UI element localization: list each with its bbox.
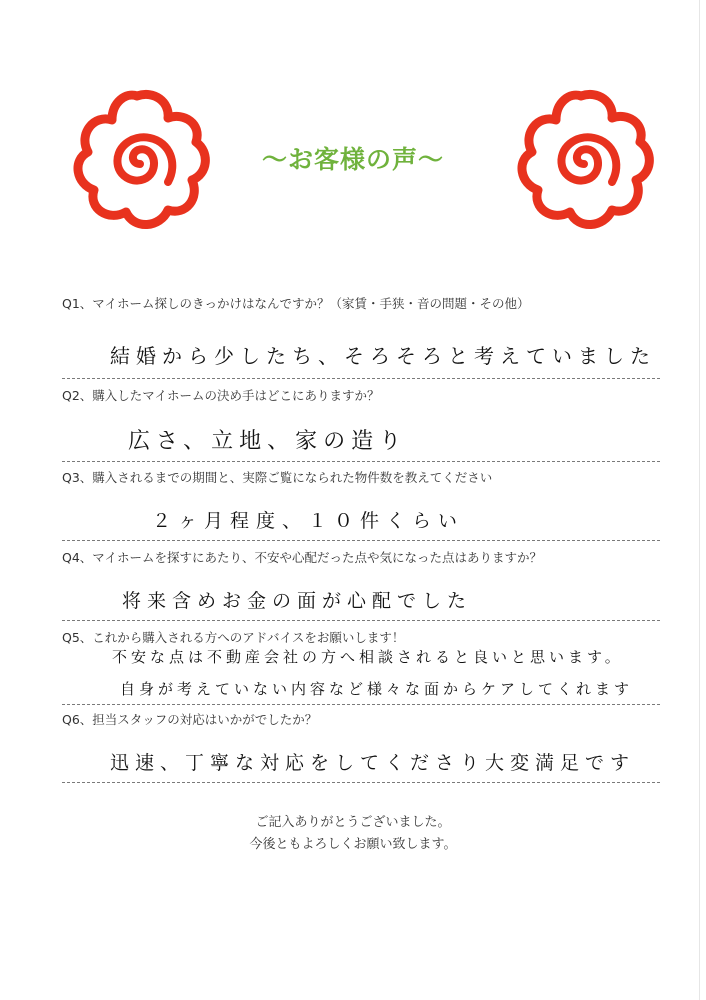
question-5-label: Q5、これから購入される方へのアドバイスをお願いします！ xyxy=(62,630,405,645)
answer-rule xyxy=(62,378,660,379)
answer-4: 将来含めお金の面が心配でした xyxy=(122,590,473,612)
question-6-label: Q6、担当スタッフの対応はいかがでしたか？ xyxy=(62,712,318,727)
question-4-label: Q4、マイホームを探すにあたり、不安や心配だった点や気になった点はありますか？ xyxy=(62,550,543,565)
closing-message xyxy=(0,812,706,856)
question-3-label: Q3、購入されるまでの期間と、実際ご覧になられた物件数を教えてください xyxy=(62,470,493,485)
answer-5-line-1: 不安な点は不動産会社の方へ相談されると良いと思います。 xyxy=(112,648,624,666)
closing-line-2: 今後ともよろしくお願い致します。 xyxy=(249,837,457,852)
answer-rule xyxy=(62,782,660,783)
answer-rule xyxy=(62,620,660,621)
question-1-label: Q1、マイホーム探しのきっかけはなんですか？（家賃・手狭・音の問題・その他） xyxy=(62,296,530,311)
answer-1: 結婚から少したち、そろそろと考えていました xyxy=(110,344,656,368)
answer-5-line-2: 自身が考えていない内容など様々な面からケアしてくれます xyxy=(120,680,634,698)
answer-2: 広さ、立地、家の造り xyxy=(128,429,408,454)
answer-3: ２ヶ月程度、１０件くらい xyxy=(152,510,465,532)
answer-rule xyxy=(62,704,660,705)
answer-rule xyxy=(62,540,660,541)
answer-rule xyxy=(62,461,660,462)
question-2-label: Q2、購入したマイホームの決め手はどこにありますか？ xyxy=(62,388,380,403)
closing-line-1: ご記入ありがとうございました。 xyxy=(255,815,451,830)
answer-6: 迅速、丁寧な対応をしてくださり大変満足です xyxy=(110,752,636,774)
page-title: ～お客様の声～ xyxy=(261,145,444,174)
